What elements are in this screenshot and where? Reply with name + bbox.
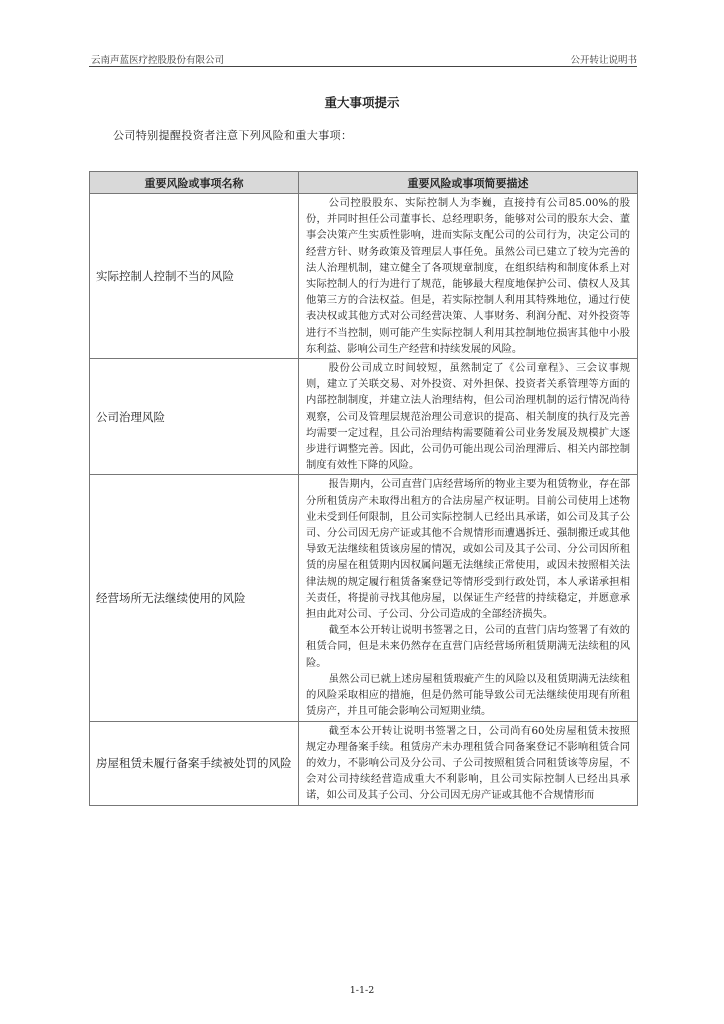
risk-description-cell (299, 721, 638, 805)
table-row (90, 359, 638, 475)
risk-name-cell: 公司治理风险 (90, 359, 299, 475)
table-row (90, 475, 638, 721)
table-row (90, 194, 638, 359)
page-title: 重大事项提示 (324, 95, 400, 110)
table-row (90, 721, 638, 805)
description-paragraph: 截至本公开转让说明书签署之日，公司尚有60处房屋租赁未按照规定办理备案手续。租赁房产未办理租赁合同备案登记不影响租赁合同的效力，不影响公司及分公司、子公司按照租赁合同租赁该等房屋，不会对公司持续经营造成重大不利影响，且公司实际控制人已经出具承诺，如公司及其子公司、分公司因无房产证或其他不合规情形而 (306, 724, 630, 802)
description-paragraph: 股份公司成立时间较短，虽然制定了《公司章程》、三会议事规则，建立了关联交易、对外投资、对外担保、投资者关系管理等方面的内部控制制度，并建立法人治理结构，但公司治理机制的运行情况尚待观察，公司及管理层规范治理公司意识的提高、相关制度的执行及完善均需要一定过程，且公司治理结构需要随着公司业务发展及规模扩大逐步进行调整完善。因此，公司仍可能出现公司治理滞后、相关内部控制制度有效性下降的风险。 (306, 362, 630, 472)
header-document-type: 公开转让说明书 (570, 55, 637, 66)
risk-description-cell (299, 475, 638, 721)
risk-name-cell: 房屋租赁未履行备案手续被处罚的风险 (90, 721, 299, 805)
header-company-name: 云南声蓝医疗控股股份有限公司 (91, 55, 225, 66)
risk-description-cell (299, 194, 638, 359)
description-paragraph: 截至本公开转让说明书签署之日，公司的直营门店均签署了有效的租赁合同，但是未来仍然存在直营门店经营场所租赁期满无法续租的风险。 (306, 624, 630, 669)
description-paragraph: 虽然公司已就上述房屋租赁瑕疵产生的风险以及租赁期满无法续租的风险采取相应的措施，但是仍然可能导致公司无法继续使用现有所租赁房产，并且可能会影响公司短期业绩。 (306, 672, 630, 718)
risk-table (89, 171, 638, 806)
description-paragraph: 报告期内，公司直营门店经营场所的物业主要为租赁物业，存在部分所租赁房产未取得出租方的合法房屋产权证明。目前公司使用上述物业未受到任何限制，且公司实际控制人已经出具承诺，如公司及其子公司、分公司因无房产证或其他不合规情形而遭遇拆迁、强制搬迁或其他导致无法继续租赁该房屋的情况，或如公司及其子公司、分公司因所租赁的房屋在租赁期内因权属问题无法继续正常使用，或因未按照相关法律法规的规定履行租赁备案登记等情形受到行政处罚，本人承诺承担相关责任，将提前寻找其他房屋，以保证生产经营的持续稳定，并愿意承担由此对公司、子公司、分公司造成的全部经济损失。 (306, 478, 630, 621)
column-header-risk-name: 重要风险或事项名称 (90, 172, 299, 194)
table-header-row (90, 172, 638, 194)
intro-text: 公司特别提醒投资者注意下列风险和重大事项： (113, 129, 353, 142)
risk-description-cell (299, 359, 638, 475)
risk-name-cell: 经营场所无法继续使用的风险 (90, 475, 299, 721)
description-paragraph: 公司控股股东、实际控制人为李巍，直接持有公司85.00%的股份，并同时担任公司董事长、总经理职务，能够对公司的股东大会、董事会决策产生实质性影响，进而实际支配公司的公司行为，决定公司的经营方针、财务政策及管理层人事任免。虽然公司已建立了较为完善的法人治理机制，建立健全了各项规章制度，在组织结构和制度体系上对实际控制人的行为进行了规范，能够最大程度地保护公司、债权人及其他第三方的合法权益。但是，若实际控制人利用其特殊地位，通过行使表决权或其他方式对公司经营决策、人事财务、利润分配、对外投资等进行不当控制，则可能产生实际控制人利用其控制地位损害其他中小股东利益、影响公司生产经营和持续发展的风险。 (306, 197, 630, 355)
page-number: 1-1-2 (349, 985, 375, 996)
header-divider (89, 66, 637, 67)
risk-name-cell: 实际控制人控制不当的风险 (90, 194, 299, 359)
column-header-risk-description: 重要风险或事项简要描述 (299, 172, 638, 194)
